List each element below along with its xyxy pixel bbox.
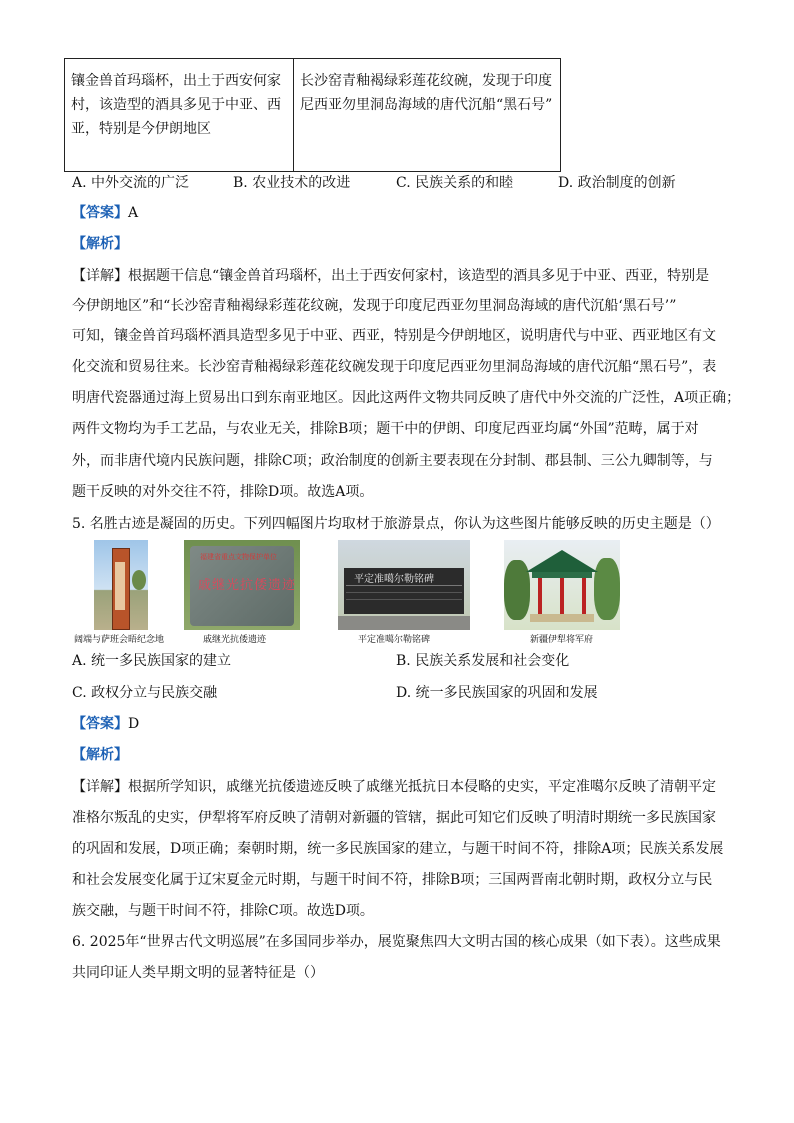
q4-option-a: A. 中外交流的广泛 bbox=[72, 175, 190, 191]
q6-stem-line: 共同印证人类早期文明的显著特征是（） bbox=[72, 965, 324, 981]
photo-ili-pavilion bbox=[504, 540, 620, 630]
q4-option-d: D. 政治制度的创新 bbox=[558, 175, 676, 191]
q5-option-d: D. 统一多民族国家的巩固和发展 bbox=[396, 685, 598, 701]
caption-2: 戚继光抗倭遗迹 bbox=[203, 635, 267, 645]
q4-detail-line: 外，而非唐代境内民族问题，排除C项；政治制度的创新主要表现在分封制、郡县制、三公九卿制等，与 bbox=[72, 453, 713, 469]
q5-option-c: C. 政权分立与民族交融 bbox=[72, 685, 218, 701]
photo-dzungar-stele bbox=[338, 540, 470, 630]
q5-detail-line: 准格尔叛乱的史实，伊犁将军府反映了清朝对新疆的管辖，据此可知它们反映了明清时期统一多民族国家 bbox=[72, 810, 716, 826]
q5-answer: 【答案】D bbox=[72, 716, 140, 732]
caption-3: 平定准噶尔勒铭碑 bbox=[358, 635, 431, 645]
stone-main-text: 戚继光抗倭遗迹 bbox=[198, 578, 297, 593]
q4-detail-line: 可知，镶金兽首玛瑙杯酒具造型多见于中亚、西亚，特别是今伊朗地区，说明唐代与中亚、西亚地区有文 bbox=[72, 328, 716, 344]
q4-detail-line: 今伊朗地区”和“长沙窑青釉褐绿彩莲花纹碗，发现于印度尼西亚勿里洞岛海域的唐代沉船‘黑石号’” bbox=[72, 298, 677, 314]
caption-4: 新疆伊犁将军府 bbox=[530, 635, 594, 645]
q4-option-b: B. 农业技术的改进 bbox=[233, 175, 351, 191]
photo-kuoduan-memorial bbox=[94, 540, 148, 630]
q4-detail-line: 两件文物均为手工艺品，与农业无关，排除B项；题干中的伊朗、印度尼西亚均属“外国”范畴，属于对 bbox=[72, 421, 699, 437]
q4-detail-line: 化交流和贸易往来。长沙窑青釉褐绿彩莲花纹碗发现于印度尼西亚勿里洞岛海域的唐代沉船“黑石号”，表 bbox=[72, 359, 717, 375]
q4-detail-line: 题干反映的对外交往不符，排除D项。故选A项。 bbox=[72, 484, 374, 500]
q6-stem-line: 6. 2025年“世界古代文明巡展”在多国同步举办，展览聚焦四大文明古国的核心成果（如下表）。这些成果 bbox=[72, 934, 721, 950]
q5-detail-line: 族交融，与题干时间不符，排除C项。故选D项。 bbox=[72, 903, 374, 919]
photo-qijiguang-stone bbox=[184, 540, 300, 630]
caption-1: 阔端与萨班会晤纪念地 bbox=[74, 635, 165, 645]
q5-option-b: B. 民族关系发展和社会变化 bbox=[396, 653, 570, 669]
artifact-table bbox=[64, 58, 561, 172]
q5-analysis-label: 【解析】 bbox=[72, 747, 128, 763]
q5-stem: 5. 名胜古迹是凝固的历史。下列四幅图片均取材于旅游景点，你认为这些图片能够反映的历史主题是（） bbox=[72, 516, 720, 532]
q5-detail-line: 【详解】根据所学知识，戚继光抗倭遗迹反映了戚继光抵抗日本侵略的史实，平定准噶尔反映了清朝平定 bbox=[72, 779, 716, 795]
q4-option-c: C. 民族关系的和睦 bbox=[396, 175, 514, 191]
table-cell-left: 镶金兽首玛瑙杯，出土于西安何家村，该造型的酒具多见于中亚、西亚，特别是今伊朗地区 bbox=[65, 59, 294, 172]
q4-detail-line: 明唐代瓷器通过海上贸易出口到东南亚地区。因此这两件文物共同反映了唐代中外交流的广泛性，A项正确； bbox=[72, 390, 741, 406]
q4-analysis-label: 【解析】 bbox=[72, 236, 128, 252]
table-cell-right: 长沙窑青釉褐绿彩莲花纹碗，发现于印度尼西亚勿里洞岛海域的唐代沉船“黑石号” bbox=[294, 59, 561, 172]
q4-detail-line: 【详解】根据题干信息“镶金兽首玛瑙杯，出土于西安何家村，该造型的酒具多见于中亚、西亚，特别是 bbox=[72, 268, 710, 284]
q5-option-a: A. 统一多民族国家的建立 bbox=[72, 653, 232, 669]
stone-top-text: 福建省重点文物保护单位 bbox=[200, 553, 277, 561]
stele-text: 平定准噶尔勒铭碑 bbox=[354, 574, 434, 585]
q4-answer: 【答案】A bbox=[72, 205, 139, 221]
q5-detail-line: 和社会发展变化属于辽宋夏金元时期，与题干时间不符，排除B项；三国两晋南北朝时期，政权分立与民 bbox=[72, 872, 713, 888]
q5-detail-line: 的巩固和发展，D项正确；秦朝时期，统一多民族国家的建立，与题干时间不符，排除A项；民族关系发展 bbox=[72, 841, 724, 857]
